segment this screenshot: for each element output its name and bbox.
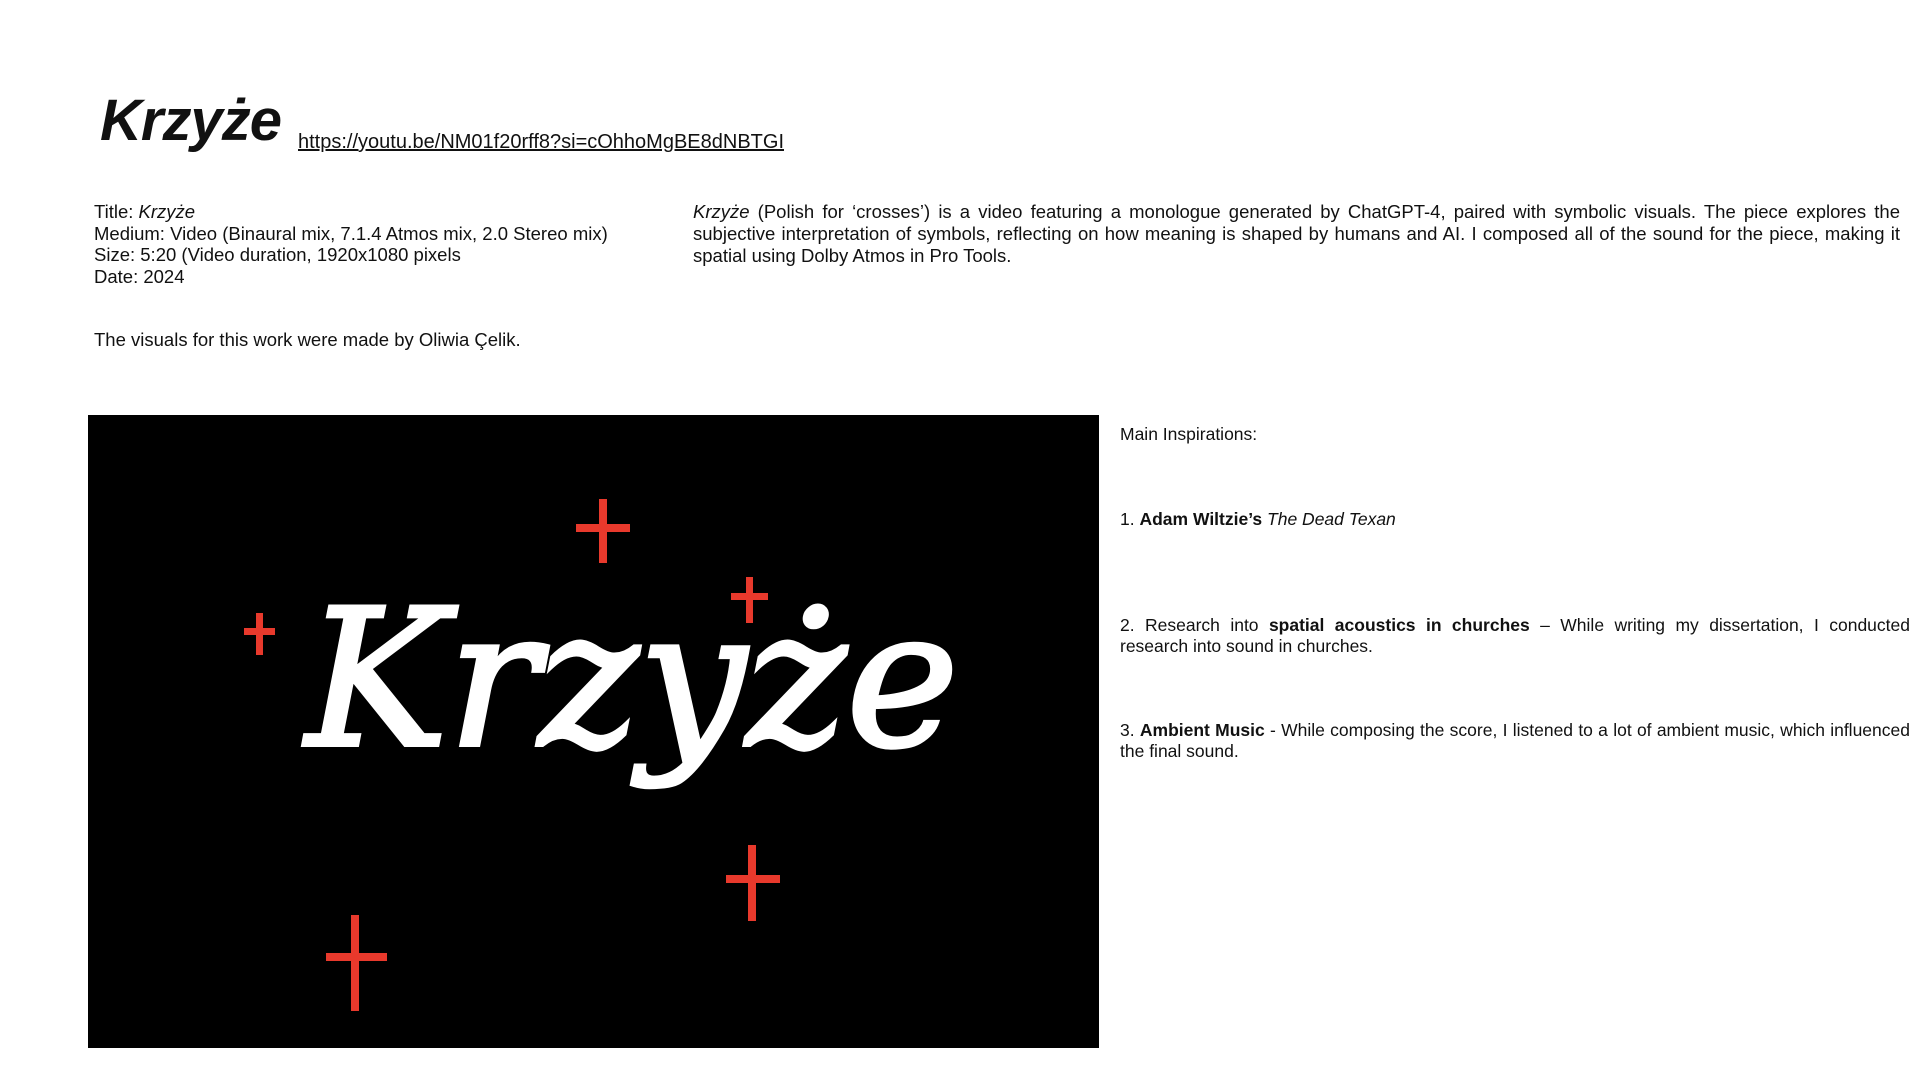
meta-size: Size: 5:20 (Video duration, 1920x1080 pixels xyxy=(94,244,461,265)
description-text: (Polish for ‘crosses’) is a video featuring a monologue generated by ChatGPT-4, paired with symbolic visuals. The piece explores the subjective interpretation of symbols, reflecting on how meaning is shaped by humans and AI. I composed all of the sound for the piece, making it spatial using Dolby Atmos in Pro Tools. xyxy=(693,201,1900,266)
page-title: Krzyże xyxy=(100,88,281,153)
video-link[interactable]: https://youtu.be/NM01f20rff8?si=cOhhoMgBE8dNBTGI xyxy=(298,131,784,153)
inspiration-bold: Adam Wiltzie’s xyxy=(1139,509,1263,529)
inspiration-item xyxy=(1120,509,1910,530)
inspiration-bold: Ambient Music xyxy=(1139,720,1265,740)
meta-medium: Medium: Video (Binaural mix, 7.1.4 Atmos mix, 2.0 Stereo mix) xyxy=(94,222,608,244)
description-title: Krzyże xyxy=(693,201,750,222)
artwork-script-title: Krzyże xyxy=(306,569,959,790)
artwork-canvas xyxy=(88,415,1099,1048)
inspiration-item xyxy=(1120,615,1910,656)
inspiration-text: – While writing my dissertation, I conducted research into sound in churches. xyxy=(1120,615,1910,656)
inspiration-item xyxy=(1120,720,1910,761)
meta-title xyxy=(94,201,608,223)
meta-title-label: Title: xyxy=(94,201,139,222)
inspiration-bold: spatial acoustics in churches xyxy=(1268,615,1530,635)
visuals-credit: The visuals for this work were made by Oliwia Çelik. xyxy=(94,329,521,350)
description-paragraph xyxy=(693,201,1900,267)
metadata-block xyxy=(94,201,608,287)
inspiration-number: 3. xyxy=(1120,720,1140,740)
inspirations-heading: Main Inspirations: xyxy=(1120,424,1258,444)
inspiration-italic: The Dead Texan xyxy=(1262,509,1396,529)
meta-date: Date: 2024 xyxy=(94,265,185,287)
artwork-still xyxy=(88,415,1099,1048)
inspiration-number: 2. Research into xyxy=(1120,615,1269,635)
meta-title-value: Krzyże xyxy=(138,201,196,222)
inspiration-number: 1. xyxy=(1120,509,1140,529)
inspiration-text: - While composing the score, I listened to a lot of ambient music, which influenced the final sound. xyxy=(1120,720,1910,761)
